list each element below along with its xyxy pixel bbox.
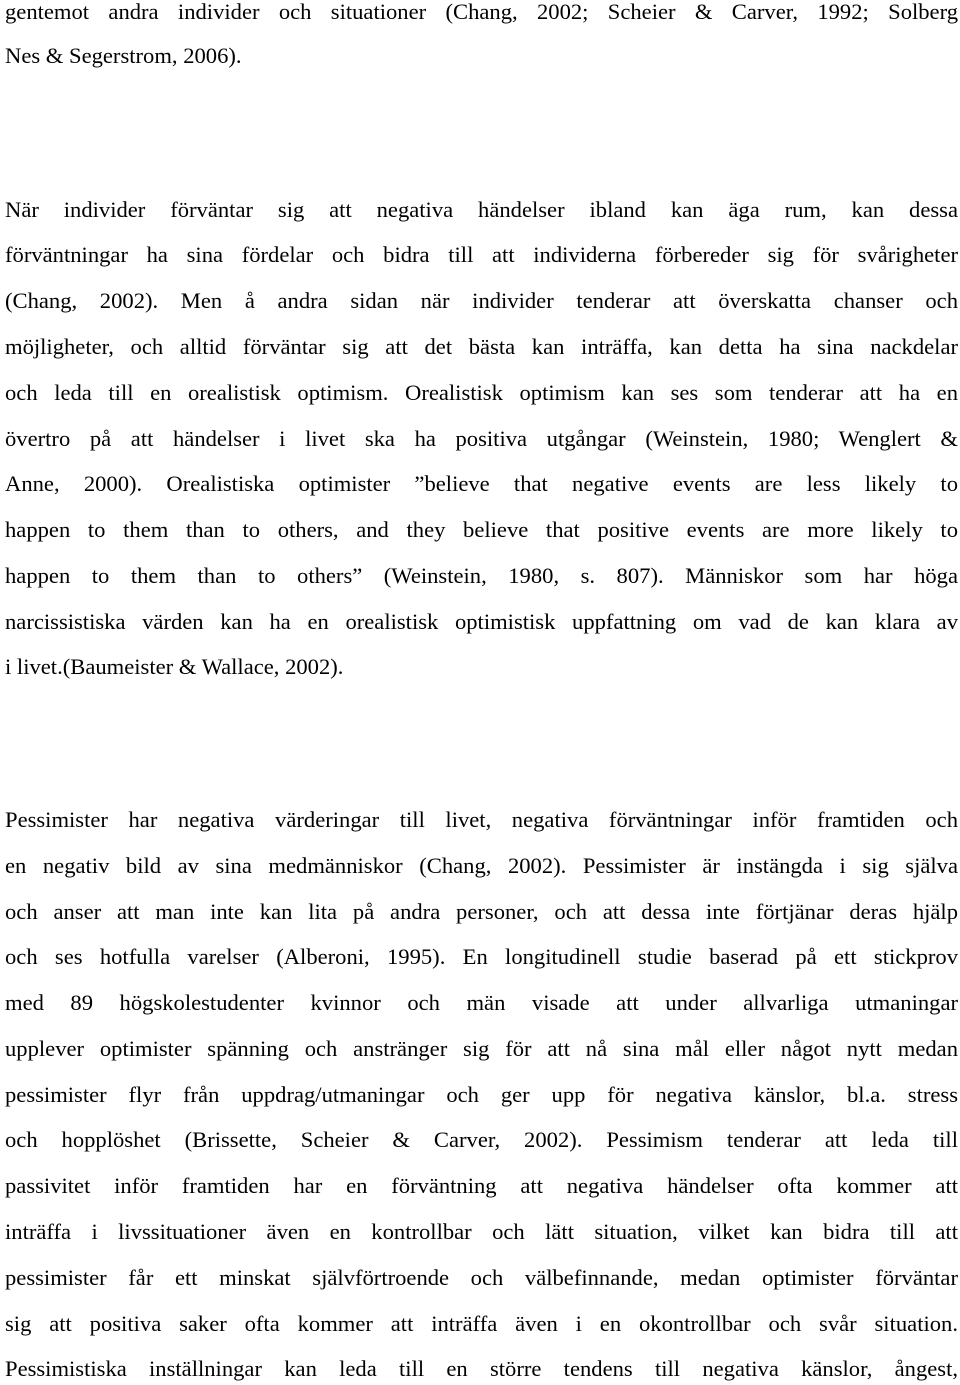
- text-line: passivitet inför framtiden har en förväntning att negativa händelser ofta kommer att: [5, 1173, 958, 1198]
- text-line: och anser att man inte kan lita på andra personer, och att dessa inte förtjänar deras hjälp: [5, 899, 958, 924]
- text-line: och hopplöshet (Brissette, Scheier & Carver, 2002). Pessimism tenderar att leda till: [5, 1127, 958, 1152]
- text-line: och leda till en orealistisk optimism. Orealistisk optimism kan ses som tenderar att ha en: [5, 380, 958, 405]
- text-line: inträffa i livssituationer även en kontrollbar och lätt situation, vilket kan bidra till att: [5, 1219, 958, 1244]
- text-line: upplever optimister spänning och anstränger sig för att nå sina mål eller något nytt medan: [5, 1036, 958, 1061]
- text-line: Nes & Segerstrom, 2006).: [5, 43, 242, 68]
- text-line: gentemot andra individer och situationer (Chang, 2002; Scheier & Carver, 1992; Solberg: [5, 0, 958, 24]
- text-line: narcissistiska värden kan ha en orealistisk optimistisk uppfattning om vad de kan klara av: [5, 609, 958, 634]
- text-line: förväntningar ha sina fördelar och bidra till att individerna förbereder sig för svårigheter: [5, 242, 958, 267]
- text-line: pessimister flyr från uppdrag/utmaningar och ger upp för negativa känslor, bl.a. stress: [5, 1082, 958, 1107]
- text-line: och ses hotfulla varelser (Alberoni, 1995). En longitudinell studie baserad på ett stickprov: [5, 944, 958, 969]
- text-line: sig att positiva saker ofta kommer att inträffa även i en okontrollbar och svår situation.: [5, 1311, 958, 1336]
- text-line: i livet.(Baumeister & Wallace, 2002).: [5, 654, 344, 679]
- text-line: Pessimistiska inställningar kan leda till en större tendens till negativa känslor, ångest,: [5, 1356, 958, 1381]
- text-line: med 89 högskolestudenter kvinnor och män visade att under allvarliga utmaningar: [5, 990, 958, 1015]
- text-line: möjligheter, och alltid förväntar sig att det bästa kan inträffa, kan detta ha sina nackdelar: [5, 334, 958, 359]
- text-line: övertro på att händelser i livet ska ha positiva utgångar (Weinstein, 1980; Wenglert &: [5, 426, 958, 451]
- text-line: Pessimister har negativa värderingar till livet, negativa förväntningar inför framtiden och: [5, 807, 958, 832]
- text-line: happen to them than to others, and they believe that positive events are more likely to: [5, 517, 958, 542]
- text-line: happen to them than to others” (Weinstein, 1980, s. 807). Människor som har höga: [5, 563, 958, 588]
- text-line: Anne, 2000). Orealistiska optimister ”believe that negative events are less likely to: [5, 471, 958, 496]
- text-line: en negativ bild av sina medmänniskor (Chang, 2002). Pessimister är instängda i sig själva: [5, 853, 958, 878]
- text-line: pessimister får ett minskat självförtroende och välbefinnande, medan optimister förväntar: [5, 1265, 958, 1290]
- text-line: När individer förväntar sig att negativa händelser ibland kan äga rum, kan dessa: [5, 197, 958, 222]
- text-line: (Chang, 2002). Men å andra sidan när individer tenderar att överskatta chanser och: [5, 288, 958, 313]
